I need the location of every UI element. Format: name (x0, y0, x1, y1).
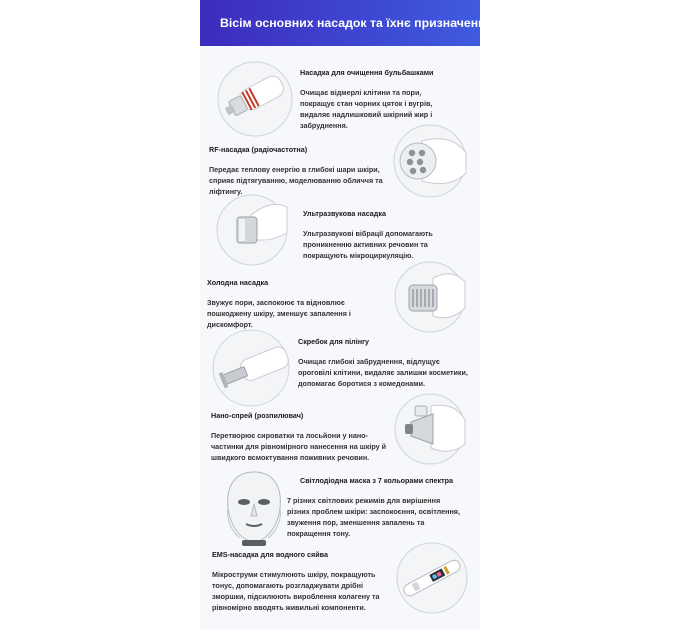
led-mask-icon (222, 470, 286, 548)
ems-nozzle-icon (395, 541, 469, 615)
nano-spray-icon (393, 392, 467, 466)
item-description: Ультразвукові вібрації допомагають проникненню активних речовин та покращують мікроциркуляцію. (303, 229, 433, 260)
item-description: Очищає відмерлі клітини та пори, покращує стан чорних цяток і вугрів, видаляє надлишковий шкірний жир і забруднення. (300, 88, 433, 130)
item-title: Насадка для очищення бульбашками (300, 68, 434, 77)
item-description: 7 різних світлових режимів для вирішення різних проблем шкіри: заспокоєння, освітлення, звуження пор, зменшення запалень та покращення тону. (287, 496, 460, 538)
cold-nozzle-icon (393, 260, 467, 334)
bubble-nozzle-icon (216, 60, 294, 138)
item-description: Очищає глибокі забруднення, відлущує ороговілі клітини, видаляє залишки косметики, допомагає боротися з комедонами. (298, 357, 468, 388)
rf-nozzle-icon (392, 123, 468, 199)
item-title: Скребок для пілінгу (298, 337, 370, 346)
item-description: Передає теплову енергію в глибокі шари шкіри, сприяє підтягуванню, моделюванню обличчя та ліфтингу. (209, 165, 383, 196)
item-description: Мікроструми стимулюють шкіру, покращують тонус, допомагають розгладжувати дрібні зморшки, підсилюють вироблення колагену та рівномірно вводять живильні компоненти. (212, 570, 380, 612)
item-title: Світлодіодна маска з 7 кольорами спектра (300, 476, 453, 485)
item-description: Звужує пори, заспокоює та відновлює пошкоджену шкіру, зменшує запалення і дискомфорт. (207, 298, 351, 329)
item-description: Перетворює сироватки та лосьйони у нано- частинки для рівномірного нанесення на шкіру й швидкого всмоктування поживних речовин. (211, 431, 387, 462)
scraper-nozzle-icon (211, 328, 291, 408)
item-title: Ультразвукова насадка (303, 209, 386, 218)
item-title: RF-насадка (радіочастотна) (209, 145, 308, 154)
page-title: Вісім основних насадок та їхнє призначення (220, 16, 493, 30)
item-title: Нано-спрей (розпилювач) (211, 411, 304, 420)
item-title: EMS-насадка для водного сяйва (212, 550, 328, 559)
ultrasonic-nozzle-icon (215, 193, 289, 267)
item-title: Холодна насадка (207, 278, 269, 287)
